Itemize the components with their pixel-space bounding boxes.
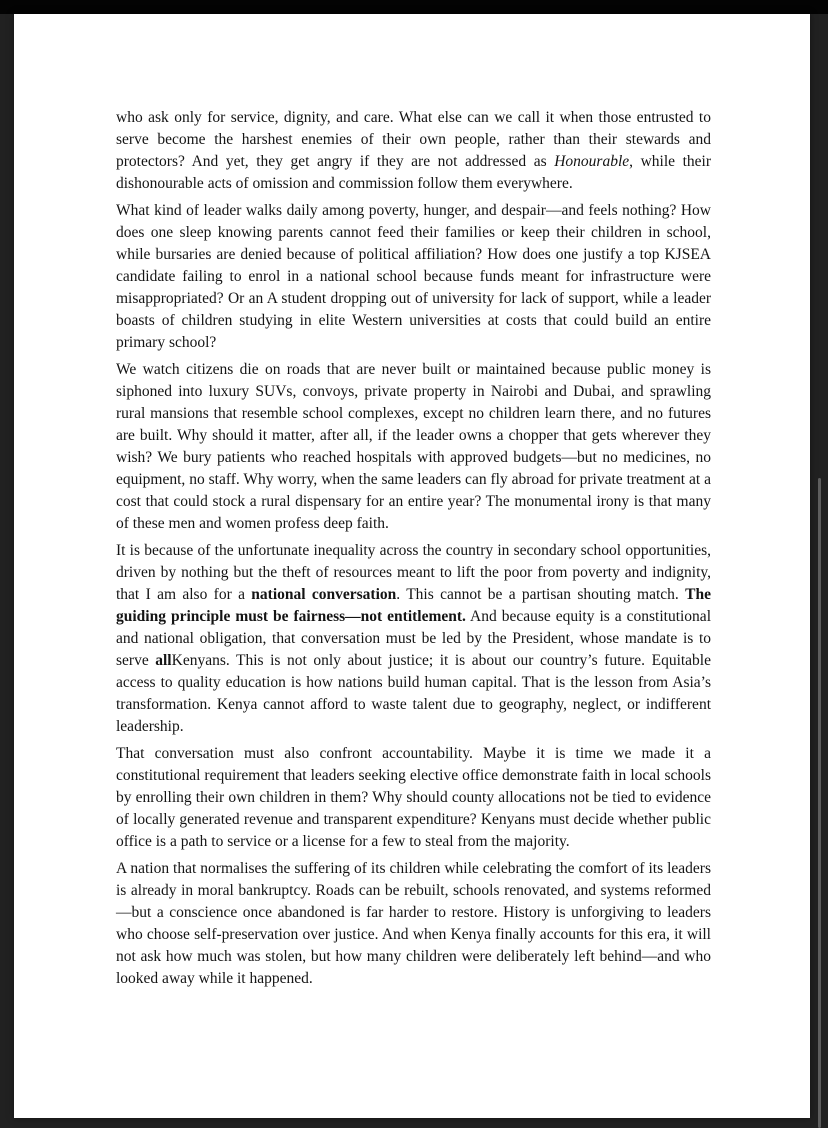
paragraph [116,540,711,738]
document-page-content [14,14,810,1118]
text-run: Kenyans. This is not only about justice; it is about our country’s future. Equitable access to quality education is how nations build human capital. That is the lesson from Asia’s transformation. Kenya cannot afford to waste talent due to geography, neglect, or indifferent leadership. [116,652,711,735]
scrollbar-thumb[interactable] [818,478,821,1128]
text-run: A nation that normalises the suffering of its children while celebrating the comfort of its leaders is already in moral bankruptcy. Roads can be rebuilt, schools renovated, and systems reformed—but a conscience once abandoned is far harder to restore. History is unforgiving to leaders who choose self-preservation over justice. And when Kenya finally accounts for this era, it will not ask how much was stolen, but how many children were deliberately left behind—and who looked away while it happened. [116,860,711,987]
text-run: Honourable [554,153,630,170]
text-run: who ask only for service, dignity, and care. What else can we call it when those entrusted to serve become the harshest enemies of their own people, rather than their stewards and protectors? And yet, they get angry if they are not addressed as [116,109,711,170]
text-run: What kind of leader walks daily among poverty, hunger, and despair—and feels nothing? How does one sleep knowing parents cannot feed their families or keep their children in school, while bursaries are denied because of political affiliation? How does one justify a top KJSEA candidate failing to enrol in a national school because funds meant for infrastructure were misappropriated? Or an A student dropping out of university for lack of support, while a leader boasts of children studying in elite Western universities at costs that could build an entire primary school? [116,202,711,351]
text-run: We watch citizens die on roads that are never built or maintained because public money is siphoned into luxury SUVs, convoys, private property in Nairobi and Dubai, and sprawling rural mansions that resemble school complexes, except no children learn there, and no futures are built. Why should it matter, after all, if the leader owns a chopper that gets wherever they wish? We bury patients who reached hospitals with approved budgets—but no medicines, no equipment, no staff. Why worry, when the same leaders can fly abroad for private treatment at a cost that could stock a rural dispensary for an entire year? The monumental irony is that many of these men and women profess deep faith. [116,361,711,532]
paragraph [116,200,711,354]
text-run: The guiding principle must be fairness—not entitlement. [116,586,711,625]
paragraph [116,107,711,195]
text-run: , while their dishonourable acts of omission and commission follow them everywhere. [116,153,712,192]
text-run: all [155,652,172,669]
text-run: And because equity is a constitutional and national obligation, that conversation must be led by the President, whose mandate is to serve [116,608,711,669]
text-run: national conversation [251,586,397,603]
paragraph [116,858,711,990]
document-page [14,14,810,1118]
text-run: . This cannot be a partisan shouting match. [396,586,686,603]
paragraph [116,359,711,535]
text-run: It is because of the unfortunate inequality across the country in secondary school opportunities, driven by nothing but the theft of resources meant to lift the poor from poverty and indignity, that I am also for a [116,542,711,603]
paragraph [116,743,711,853]
top-bar [0,0,828,14]
text-run: That conversation must also confront accountability. Maybe it is time we made it a constitutional requirement that leaders seeking elective office demonstrate faith in local schools by enrolling their own children in them? Why should county allocations not be tied to evidence of locally generated revenue and transparent expenditure? Kenyans must decide whether public office is a path to service or a license for a few to steal from the majority. [116,745,711,850]
